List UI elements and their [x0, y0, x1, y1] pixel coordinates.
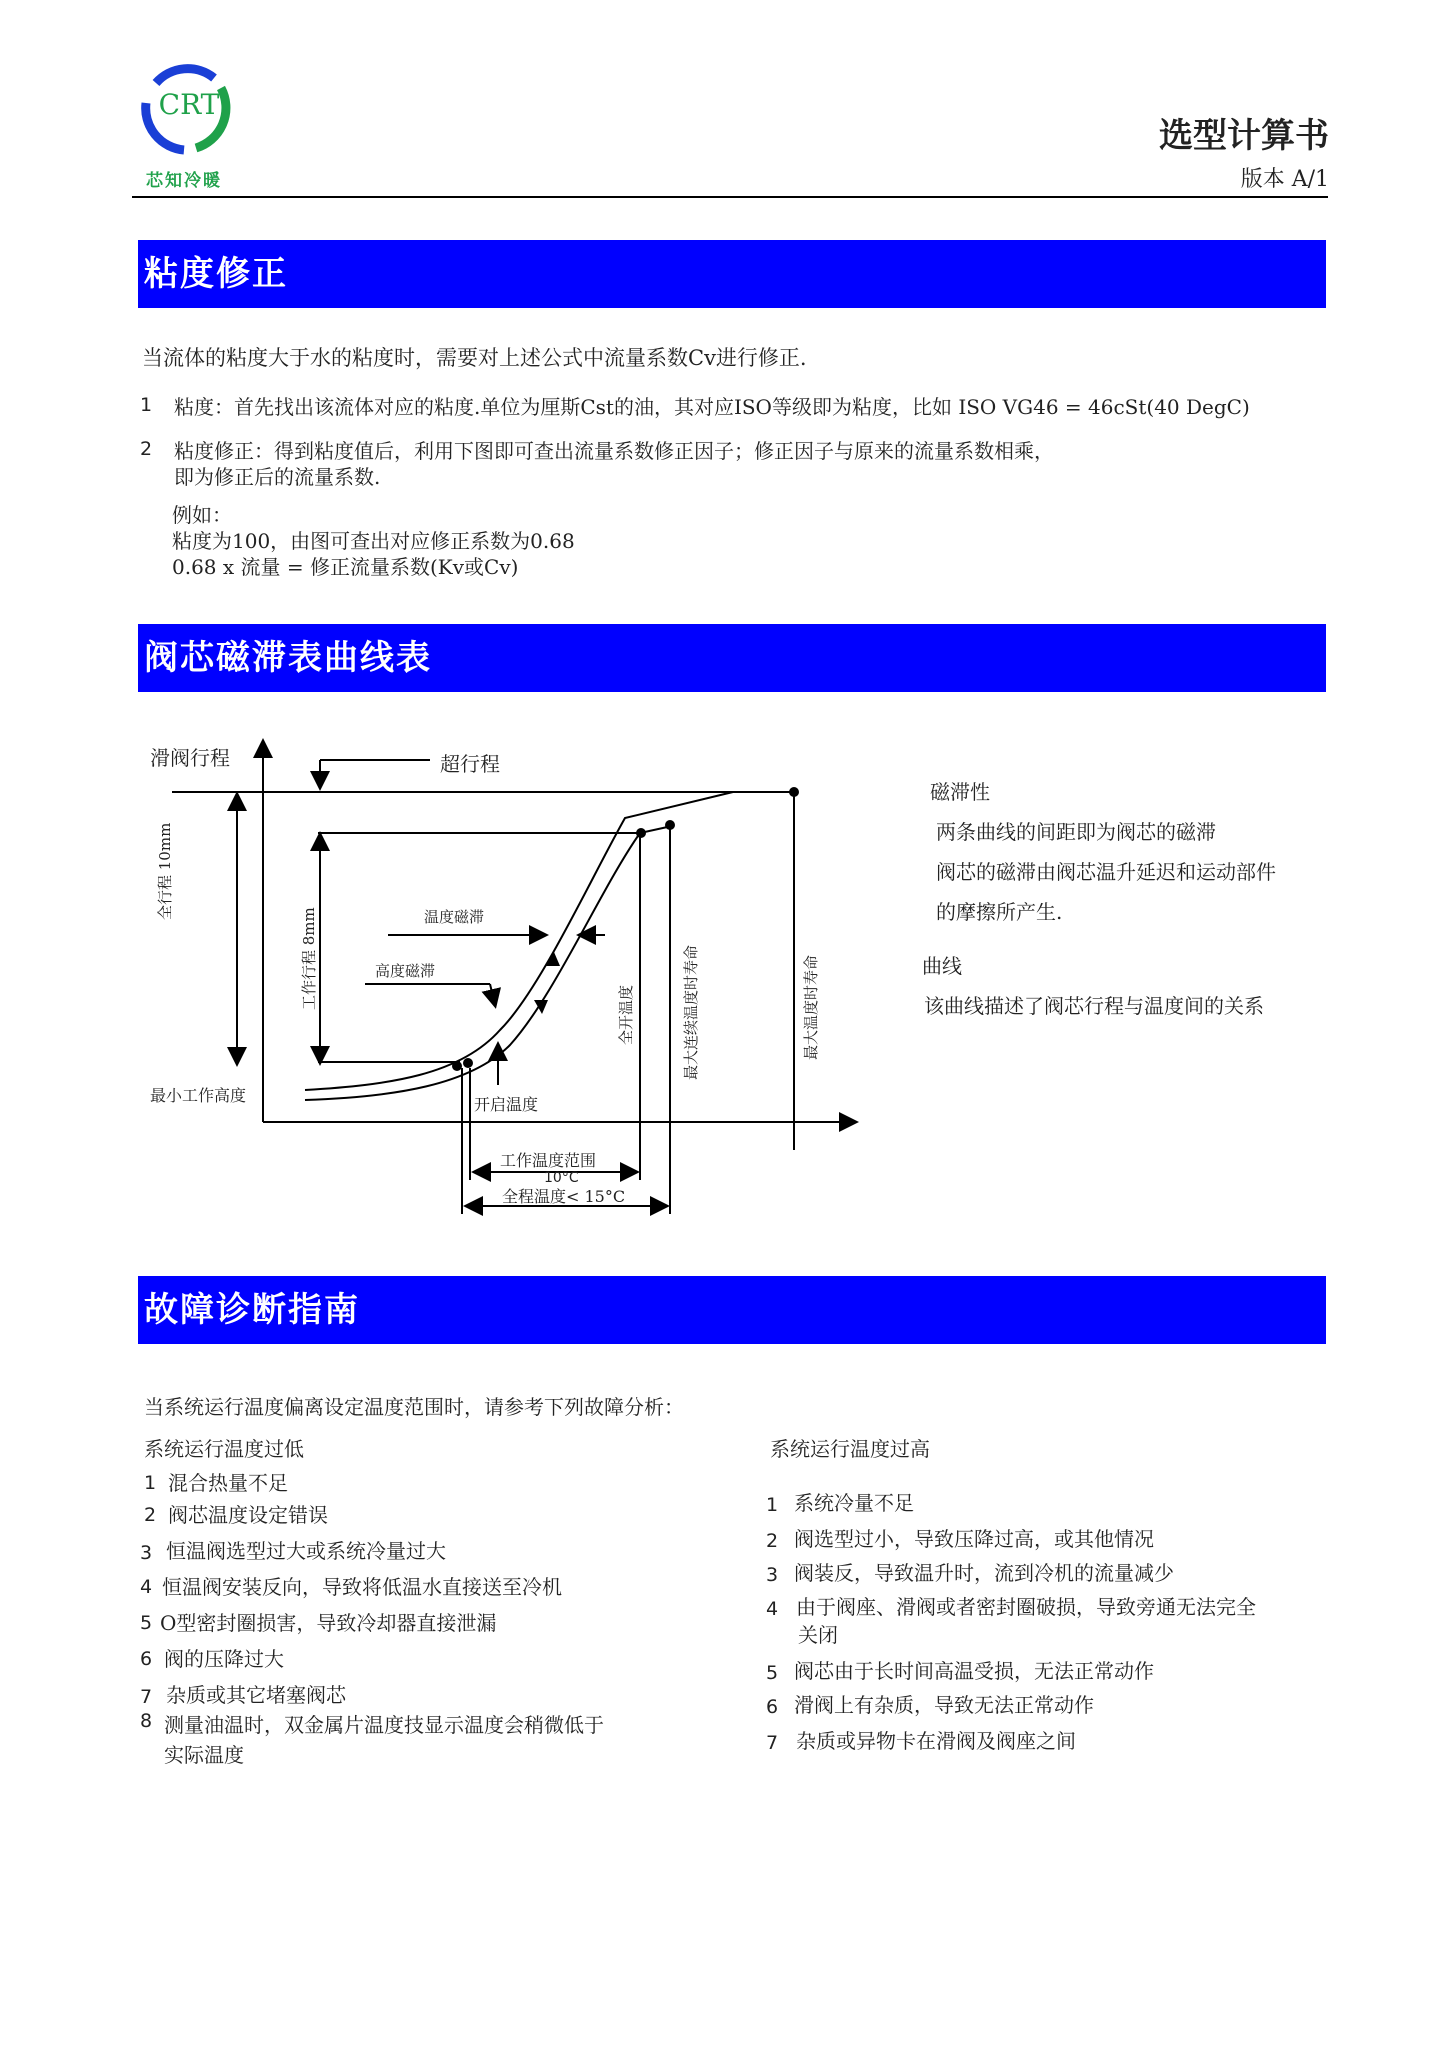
label-work-temp-range: 工作温度范围 [500, 1151, 597, 1170]
item-number: 7 [766, 1732, 779, 1754]
notes-heading-curve: 曲线 [922, 954, 962, 978]
logo-subtitle: 芯知冷暖 [146, 171, 222, 191]
high-item: 由于阀座、滑阀或者密封圈破损，导致旁通无法完全 [796, 1595, 1256, 1619]
example-line-2: 0.68 x 流量 = 修正流量系数(Kv或Cv) [172, 555, 519, 579]
troubleshooting-intro: 当系统运行温度偏离设定温度范围时，请参考下列故障分析： [144, 1395, 684, 1419]
low-item: O型密封圈损害，导致冷却器直接泄漏 [160, 1611, 497, 1635]
item-number: 2 [144, 1504, 157, 1526]
notes-text-3: 的摩擦所产生. [936, 900, 1063, 924]
item-number: 5 [140, 1612, 153, 1634]
high-item-cont: 关闭 [798, 1623, 838, 1647]
section-title-troubleshooting: 故障诊断指南 [138, 1276, 1326, 1344]
logo-text: CRT [158, 88, 220, 121]
high-item: 阀芯由于长时间高温受损，无法正常动作 [794, 1659, 1154, 1683]
low-item: 恒温阀选型过大或系统冷量过大 [166, 1539, 446, 1563]
item-number: 1 [140, 394, 153, 416]
label-full-stroke: 全行程 10mm [156, 822, 174, 920]
viscosity-intro: 当流体的粘度大于水的粘度时，需要对上述公式中流量系数Cv进行修正. [142, 346, 807, 370]
item-number: 5 [766, 1662, 779, 1684]
low-item: 恒温阀安装反向，导致将低温水直接送至冷机 [162, 1575, 562, 1599]
high-item: 杂质或异物卡在滑阀及阀座之间 [796, 1729, 1076, 1753]
low-temp-heading: 系统运行温度过低 [144, 1437, 304, 1461]
item-number: 2 [766, 1530, 779, 1552]
label-min-working-height: 最小工作高度 [150, 1086, 247, 1105]
label-max-continuous-temp-life: 最大连续温度时寿命 [682, 944, 700, 1080]
label-full-range-temp: 全程温度< 15°C [502, 1187, 626, 1206]
low-item: 阀芯温度设定错误 [168, 1503, 328, 1527]
axis-label-valve-stroke: 滑阀行程 [150, 746, 230, 770]
notes-text-4: 该曲线描述了阀芯行程与温度间的关系 [924, 994, 1264, 1018]
label-work-stroke: 工作行程 8mm [300, 907, 318, 1010]
notes-heading-hysteresis: 磁滞性 [930, 780, 990, 804]
item-number: 7 [140, 1686, 153, 1708]
label-work-temp-range-value: 10°C [544, 1170, 579, 1186]
high-temp-heading: 系统运行温度过高 [770, 1437, 930, 1461]
item-number: 2 [140, 438, 153, 460]
viscosity-item-2-cont: 即为修正后的流量系数. [174, 465, 381, 489]
label-temp-hysteresis: 温度磁滞 [424, 908, 485, 926]
hysteresis-curve-upper [305, 792, 733, 1090]
high-item: 滑阀上有杂质，导致无法正常动作 [794, 1693, 1094, 1717]
label-full-open-temp: 全开温度 [617, 984, 635, 1045]
viscosity-item-2: 粘度修正：得到粘度值后，利用下图即可查出流量系数修正因子；修正因子与原来的流量系数相乘， [174, 439, 1054, 463]
low-item: 混合热量不足 [168, 1471, 288, 1495]
notes-text-2: 阀芯的磁滞由阀芯温升延迟和运动部件 [936, 860, 1276, 884]
item-number: 4 [140, 1576, 153, 1598]
hysteresis-curve-lower [305, 826, 672, 1100]
item-number: 1 [144, 1472, 157, 1494]
example-line-1: 粘度为100，由图可查出对应修正系数为0.68 [172, 529, 575, 553]
low-item-cont: 实际温度 [164, 1743, 244, 1767]
viscosity-item-1: 粘度：首先找出该流体对应的粘度.单位为厘斯Cst的油，其对应ISO等级即为粘度，比如 ISO VG46 = 46cSt(40 DegC) [174, 395, 1250, 419]
item-number: 6 [766, 1696, 779, 1718]
high-item: 阀选型过小，导致压降过高，或其他情况 [794, 1527, 1154, 1551]
item-number: 6 [140, 1648, 153, 1670]
section-title-hysteresis: 阀芯磁滞表曲线表 [138, 624, 1326, 692]
low-item: 测量油温时，双金属片温度技显示温度会稍微低于 [164, 1713, 604, 1737]
low-item: 杂质或其它堵塞阀芯 [166, 1683, 346, 1707]
item-number: 1 [766, 1494, 779, 1516]
label-max-temp-life: 最大温度时寿命 [802, 954, 820, 1060]
doc-title: 选型计算书 [1159, 116, 1329, 156]
item-number: 3 [140, 1542, 153, 1564]
high-item: 阀装反，导致温升时，流到冷机的流量减少 [794, 1561, 1174, 1585]
label-height-hysteresis: 高度磁滞 [375, 962, 436, 980]
section-title-viscosity: 粘度修正 [138, 240, 1326, 308]
low-item: 阀的压降过大 [164, 1647, 284, 1671]
doc-version: 版本 A/1 [1240, 167, 1329, 192]
item-number: 3 [766, 1564, 779, 1586]
label-overtravel: 超行程 [440, 752, 500, 776]
high-item: 系统冷量不足 [794, 1491, 914, 1515]
item-number: 4 [766, 1598, 779, 1620]
label-open-temp: 开启温度 [474, 1095, 539, 1114]
item-number: 8 [140, 1710, 153, 1732]
notes-text-1: 两条曲线的间距即为阀芯的磁滞 [936, 820, 1216, 844]
example-label: 例如： [172, 503, 232, 527]
